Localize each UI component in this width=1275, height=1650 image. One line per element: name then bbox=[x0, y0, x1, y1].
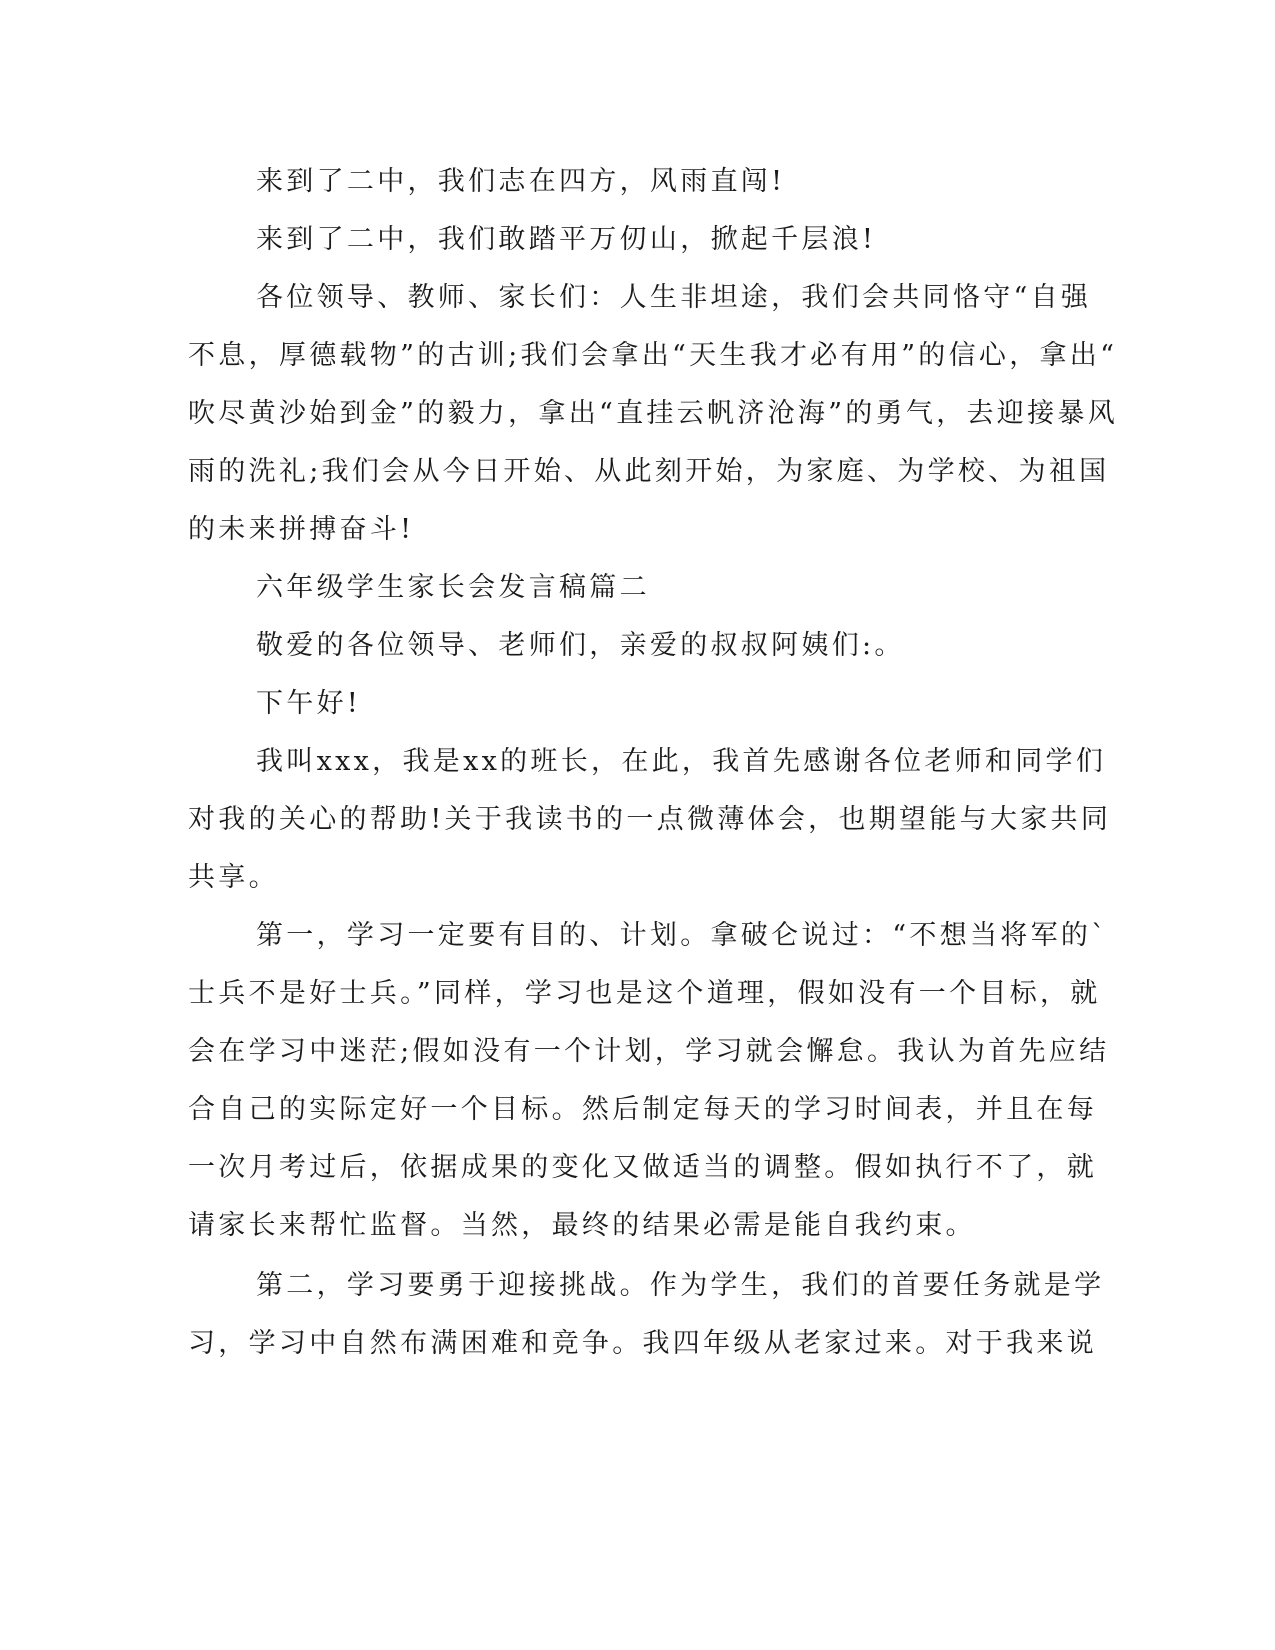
text-line: 共享。 bbox=[188, 862, 279, 893]
text-line: 对我的关心的帮助!关于我读书的一点微薄体会，也期望能与大家共同 bbox=[188, 804, 1112, 835]
text-line: 来到了二中，我们志在四方，风雨直闯! bbox=[256, 166, 786, 197]
paragraph-start: 第一，学习一定要有目的、计划。拿破仑说过：“不想当将军的` bbox=[256, 920, 1109, 951]
paragraph-start: 我叫xxx，我是xx的班长，在此，我首先感谢各位老师和同学们 bbox=[256, 746, 1107, 777]
text-line: 不息，厚德载物”的古训;我们会拿出“天生我才必有用”的信心，拿出“ bbox=[188, 340, 1118, 371]
text-line: 雨的洗礼;我们会从今日开始、从此刻开始，为家庭、为学校、为祖国 bbox=[188, 456, 1110, 487]
paragraph-start: 第二，学习要勇于迎接挑战。作为学生，我们的首要任务就是学 bbox=[256, 1270, 1105, 1301]
text-line: 一次月考过后，依据成果的变化又做适当的调整。假如执行不了，就 bbox=[188, 1152, 1097, 1183]
text-line: 请家长来帮忙监督。当然，最终的结果必需是能自我约束。 bbox=[188, 1210, 976, 1241]
text-line: 吹尽黄沙始到金”的毅力，拿出“直挂云帆济沧海”的勇气，去迎接暴风 bbox=[188, 398, 1119, 429]
section-heading: 六年级学生家长会发言稿篇二 bbox=[256, 572, 650, 603]
text-line: 合自己的实际定好一个目标。然后制定每天的学习时间表，并且在每 bbox=[188, 1094, 1097, 1125]
text-line: 习，学习中自然布满困难和竞争。我四年级从老家过来。对于我来说 bbox=[188, 1328, 1097, 1359]
text-line: 的未来拼搏奋斗! bbox=[188, 514, 415, 545]
paragraph-start: 各位领导、教师、家长们：人生非坦途，我们会共同恪守“自强 bbox=[256, 282, 1092, 313]
text-line: 士兵不是好士兵。”同样，学习也是这个道理，假如没有一个目标，就 bbox=[188, 978, 1101, 1009]
greeting: 下午好! bbox=[256, 688, 362, 719]
text-line: 会在学习中迷茫;假如没有一个计划，学习就会懈怠。我认为首先应结 bbox=[188, 1036, 1110, 1067]
salutation: 敬爱的各位领导、老师们，亲爱的叔叔阿姨们:。 bbox=[256, 630, 905, 661]
text-line: 来到了二中，我们敢踏平万仞山，掀起千层浪! bbox=[256, 224, 877, 255]
